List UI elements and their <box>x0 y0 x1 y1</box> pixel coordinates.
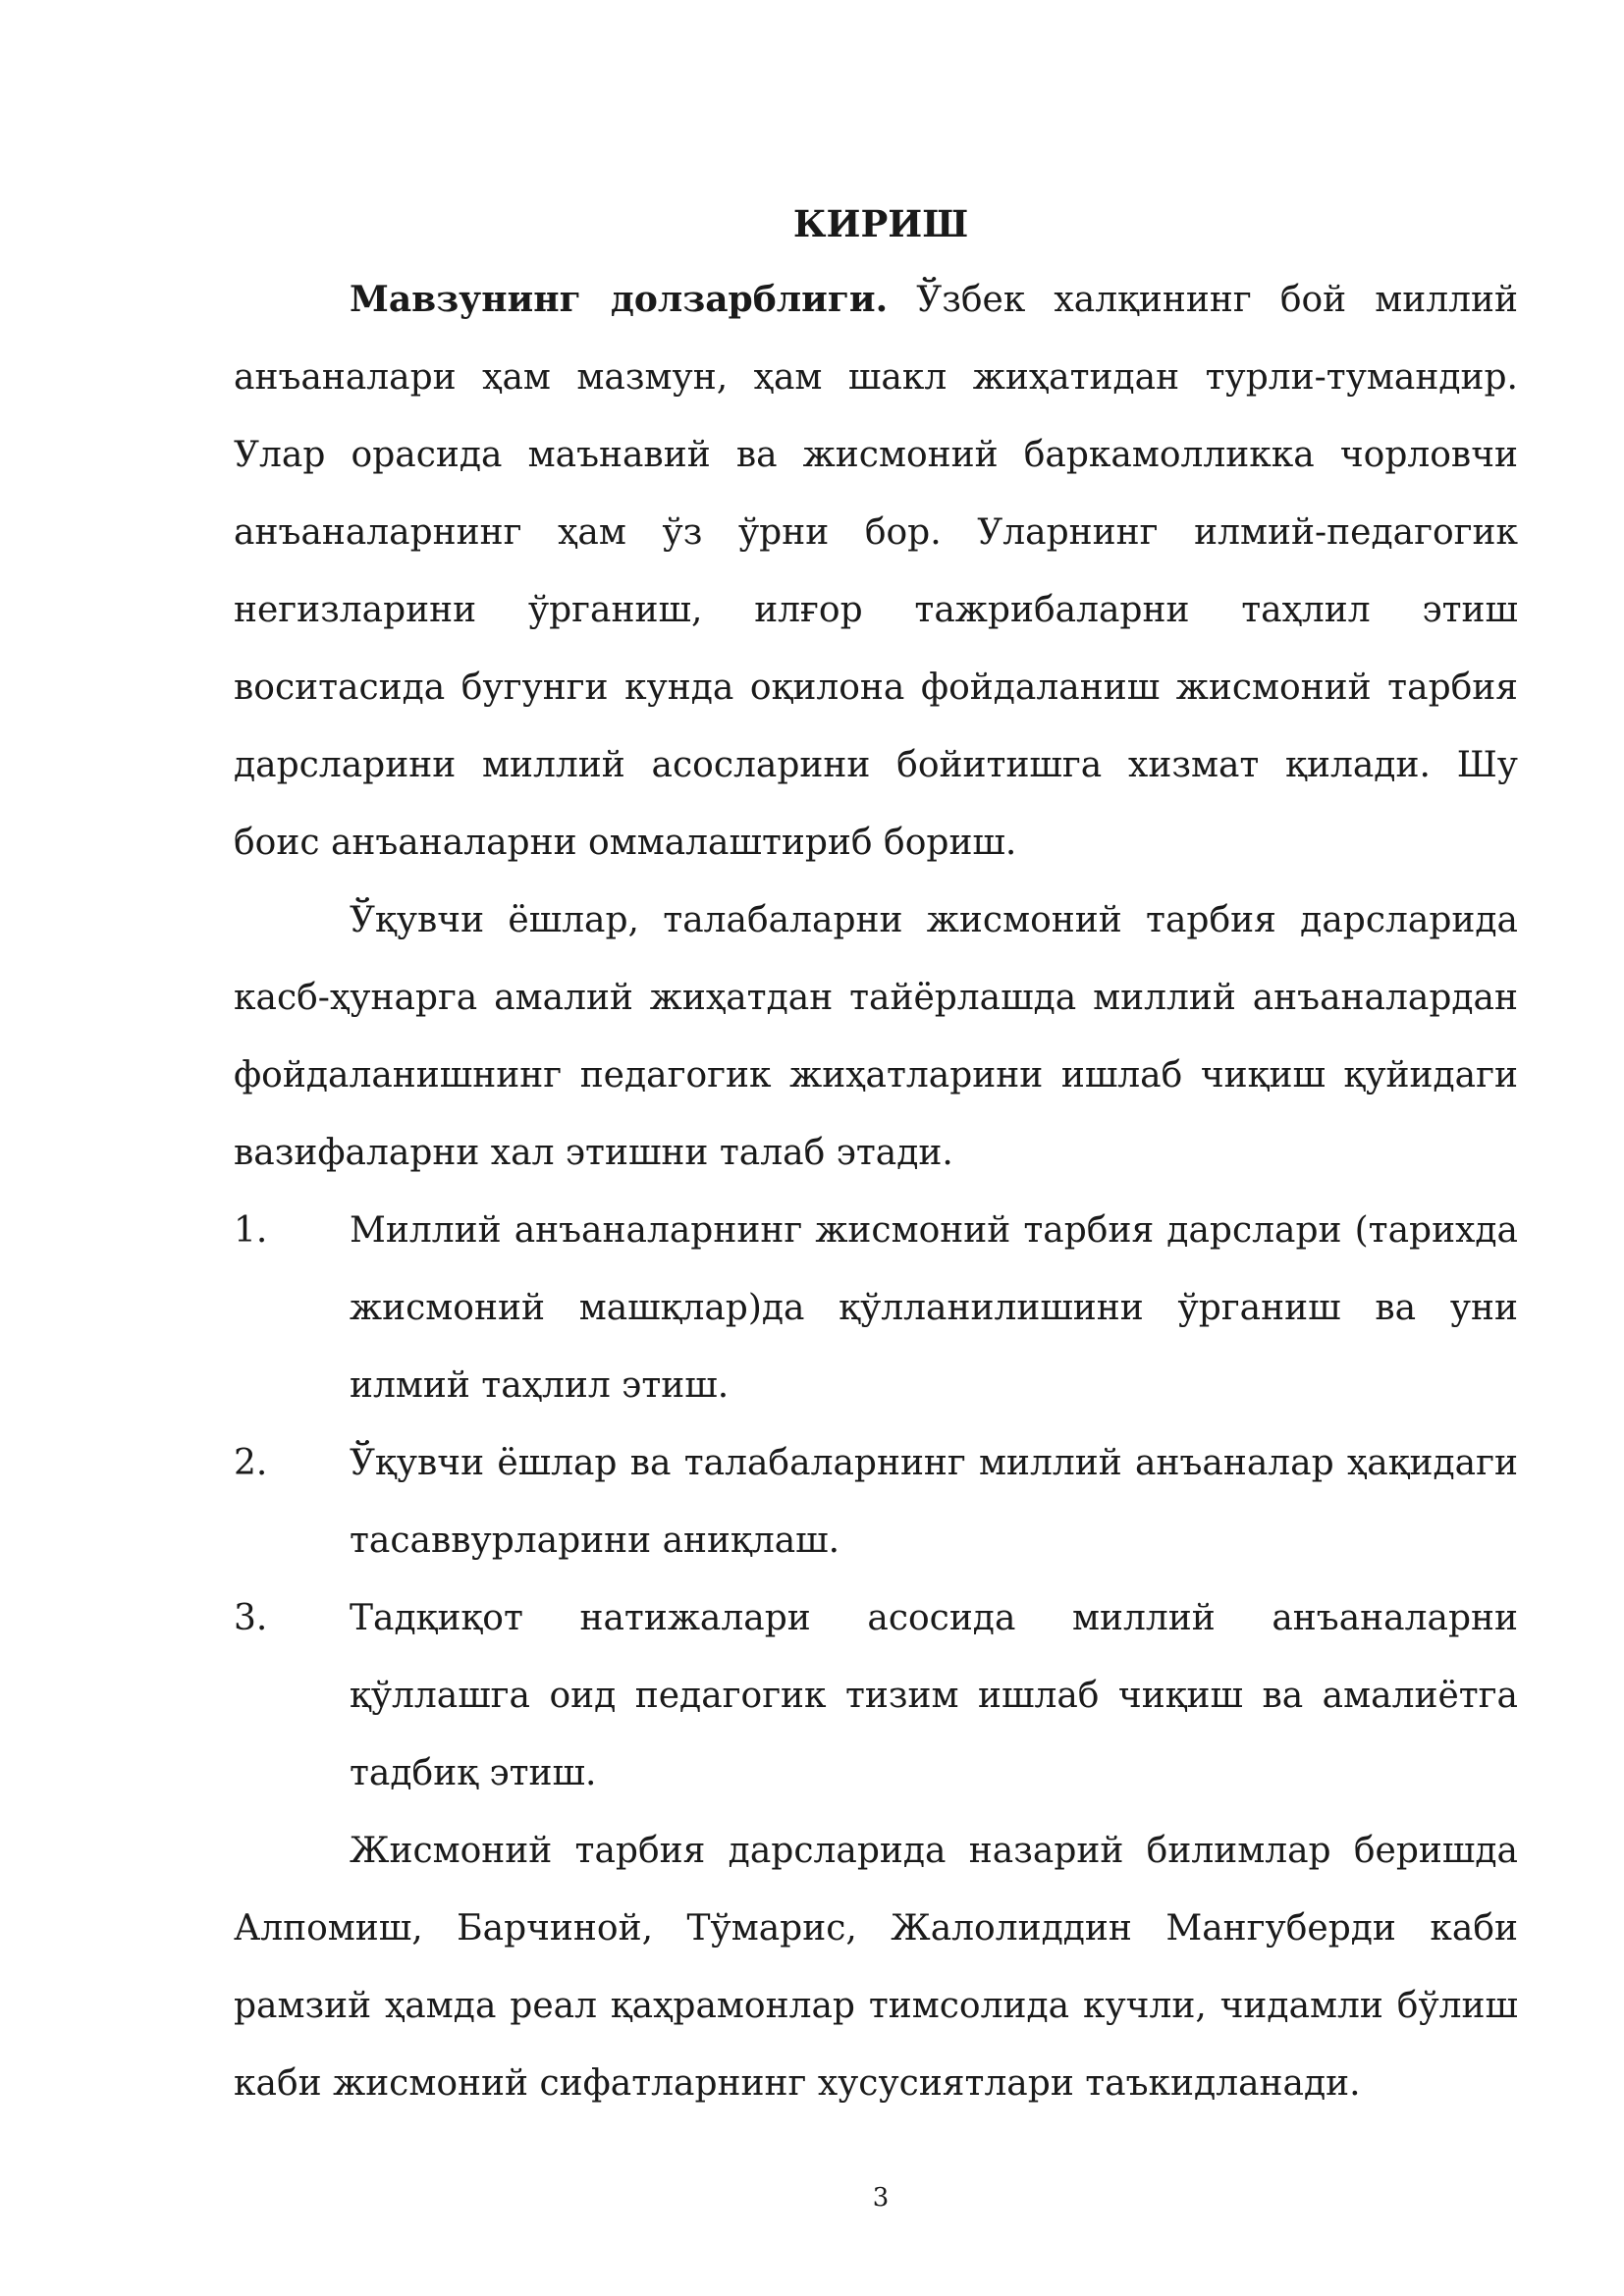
paragraph-tasks-intro: Ўқувчи ёшлар, талабаларни жисмоний тарбия дарсларида касб-ҳунарга амалий жиҳатдан тайёрлашда миллий анъаналардан фойдаланишнинг педагогик жиҳатларини ишлаб чиқиш қуйидаги вазифаларни хал этишни талаб этади. <box>234 900 1518 1173</box>
list-item-number: 2. <box>234 1443 268 1483</box>
list-item-text: Миллий анъаналарнинг жисмоний тарбия дарслари (тарихда жисмоний машқлар)да қўлланилишини ўрганиш ва уни илмий таҳлил этиш. <box>350 1210 1518 1406</box>
list-item-text: Тадқиқот натижалари асосида миллий анъаналарни қўллашга оид педагогик тизим ишлаб чиқиш ва амалиётга тадбиқ этиш. <box>350 1598 1518 1793</box>
paragraph-heroes: Жисмоний тарбия дарсларида назарий билимлар беришда Алпомиш, Барчиной, Тўмарис, Жалолиддин Мангуберди каби рамзий ҳамда реал қаҳрамонлар тимсолида кучли, чидамли бўлиш каби жисмоний сифатларнинг хусусиятлари таъкидланади. <box>234 1831 1518 2104</box>
paragraph-text: Ўзбек халқининг бой миллий анъаналари ҳам мазмун, ҳам шакл жиҳатидан турли-тумандир. Улар орасида маънавий ва жисмоний баркамолликка чорловчи анъаналарнинг ҳам ўз ўрни бор. Уларнинг илмий-педагогик негизларини ўрганиш, илғор тажрибаларни таҳлил этиш воситасида бугунги кунда оқилона фойдаланиш жисмоний тарбия дарсларини миллий асосларини бойитишга хизмат қилади. Шу боис анъаналарни оммалаштириб бориш. <box>234 280 1518 863</box>
list-item <box>234 1192 1518 1424</box>
list-item <box>234 1579 1518 1812</box>
list-item-number: 3. <box>234 1598 268 1638</box>
list-item <box>234 1424 1518 1579</box>
tasks-list <box>234 1192 1518 1812</box>
paragraph-relevance <box>234 261 1518 881</box>
section-title: КИРИШ <box>792 202 969 245</box>
list-item-number: 1. <box>234 1210 268 1251</box>
list-item-text: Ўқувчи ёшлар ва талабаларнинг миллий анъаналар ҳақидаги тасаввурларини аниқлаш. <box>350 1443 1518 1561</box>
page-number: 3 <box>872 2183 890 2213</box>
body-text <box>234 261 1518 2122</box>
paragraph-lead: Мавзунинг долзарблиги. <box>350 279 889 320</box>
